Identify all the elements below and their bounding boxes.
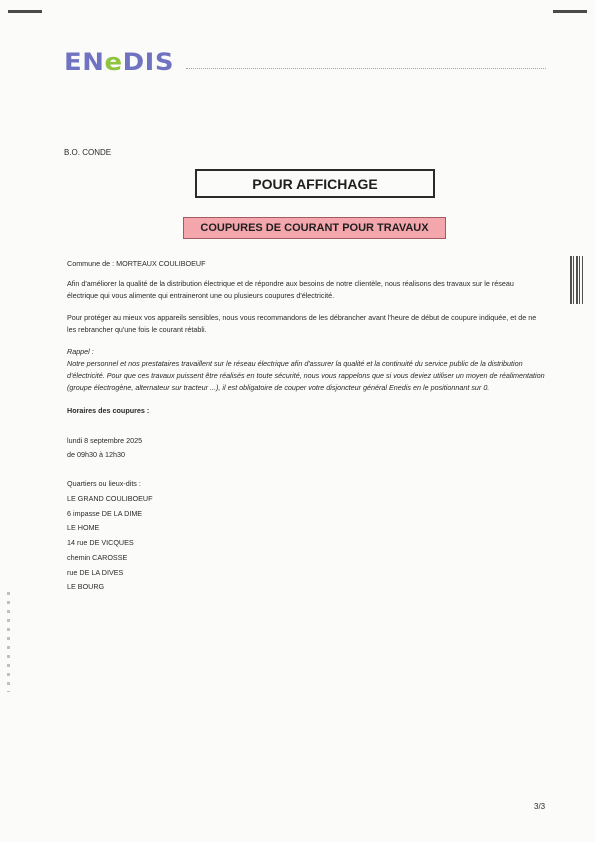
list-item: 14 rue DE VICQUES	[67, 538, 134, 548]
margin-scan-marks	[7, 592, 10, 692]
logo-part: EN	[64, 48, 105, 76]
scan-corner-mark	[553, 10, 587, 13]
header-divider	[186, 68, 546, 69]
sender-label: B.O. CONDE	[64, 148, 112, 157]
commune-line: Commune de : MORTEAUX COULIBOEUF	[67, 259, 206, 268]
rappel-body: Notre personnel et nos prestataires travaillent sur le réseau électrique afin d'assurer la qualité et la continuité du service public de la distribution d'électricité. Pour que ces travaux puissent être réalisés en toute sécurité, nous vous rappelons que si vous deviez utiliser un moyen de réalimentation (groupe électrogène, alternateur sur tracteur ...), il est obligatoire de couper votre disjoncteur général Enedis en le positionnant sur 0.	[67, 359, 545, 392]
quartiers-list	[67, 492, 547, 595]
coupures-banner	[183, 217, 446, 239]
rappel-title: Rappel :	[67, 347, 94, 356]
horaires-title: Horaires des coupures :	[67, 406, 150, 415]
list-item: LE HOME	[67, 523, 100, 533]
datamatrix-code	[570, 256, 583, 304]
page-number: 3/3	[534, 802, 546, 811]
pour-affichage-text: POUR AFFICHAGE	[252, 175, 378, 192]
list-item: LE GRAND COULIBOEUF	[67, 494, 153, 503]
scan-corner-mark	[8, 10, 42, 13]
intro-paragraph: Afin d'améliorer la qualité de la distribution électrique et de répondre aux besoins de notre clientèle, nous réalisons des travaux sur le réseau électrique qui vous alimente qui entraineront une ou plusieurs coupures d'électricité.	[67, 279, 514, 300]
list-item: chemin CAROSSE	[67, 552, 128, 562]
list-item: rue DE LA DIVES	[67, 567, 124, 577]
logo-part: DIS	[122, 48, 175, 76]
list-item: 6 impasse DE LA DIME	[67, 508, 143, 518]
coupures-banner-text: COUPURES DE COURANT POUR TRAVAUX	[200, 222, 429, 234]
outage-time: de 09h30 à 12h30	[67, 450, 125, 459]
list-item: LE BOURG	[67, 582, 105, 592]
rappel-block	[67, 346, 547, 394]
outage-date: lundi 8 septembre 2025	[67, 436, 143, 445]
pour-affichage-title	[195, 169, 435, 198]
logo-part: e	[104, 48, 123, 76]
protect-paragraph: Pour protéger au mieux vos appareils sensibles, nous vous recommandons de les débrancher avant l'heure de début de coupure indiquée, et de ne les rebrancher qu'une fois le courant rétabli.	[67, 313, 537, 334]
enedis-logo	[64, 48, 174, 76]
quartiers-title: Quartiers ou lieux-dits :	[67, 479, 141, 488]
